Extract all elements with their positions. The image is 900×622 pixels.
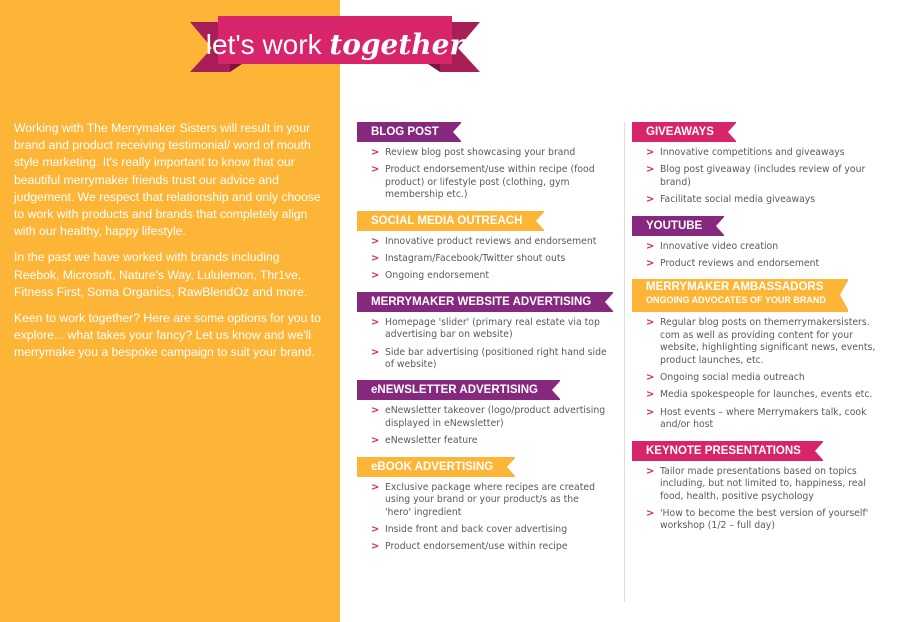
left-column — [357, 118, 607, 559]
chevron-right-icon: > — [646, 465, 655, 477]
list-item-text: Host events – where Merrymakers talk, cook and/or host — [660, 406, 867, 431]
section-merrymaker-website-advertising — [357, 288, 607, 372]
list-item-text: 'How to become the best version of yourself' workshop (1/2 – full day) — [660, 507, 869, 532]
chevron-right-icon: > — [371, 405, 380, 417]
list-item-text: Side bar advertising (positioned right hand side of website) — [385, 346, 607, 371]
section-heading — [632, 216, 724, 236]
list-item-text: Exclusive package where recipes are created using your brand or your product/s as the 'hero' ingredient — [385, 481, 595, 518]
list-item-text: eNewsletter feature — [385, 435, 478, 447]
section-list — [632, 147, 890, 207]
chevron-right-icon: > — [646, 389, 655, 401]
section-title: eBOOK ADVERTISING — [371, 460, 494, 473]
section-social-media-outreach — [357, 207, 607, 283]
chevron-right-icon: > — [371, 164, 380, 176]
chevron-right-icon: > — [646, 194, 655, 206]
section-subtitle: ONGOING ADVOCATES OF YOUR BRAND — [646, 295, 826, 306]
section-heading — [357, 211, 544, 231]
section-blog-post — [357, 118, 607, 202]
section-keynote-presentations — [632, 437, 890, 533]
list-item — [371, 405, 607, 430]
left-panel — [0, 0, 340, 622]
section-heading — [632, 441, 823, 461]
section-merrymaker-ambassadors — [632, 275, 890, 431]
list-item-text: Product reviews and endorsement — [660, 258, 820, 270]
chevron-right-icon: > — [646, 372, 655, 384]
list-item — [371, 147, 607, 159]
page-title — [190, 28, 480, 62]
intro-paragraph: In the past we have worked with brands including Reebok, Microsoft, Nature's Way, Lululemon, Thr1ve, Fitness First, Soma Organics, RawBlendOz and more. — [14, 250, 308, 299]
section-title: GIVEAWAYS — [646, 126, 714, 138]
chevron-right-icon: > — [371, 316, 380, 328]
list-item — [371, 317, 607, 342]
section-heading — [357, 457, 515, 477]
list-item — [371, 482, 607, 519]
list-item — [646, 389, 890, 401]
list-item-text: Blog post giveaway (includes review of your brand) — [660, 164, 866, 188]
section-giveaways — [632, 118, 890, 207]
section-heading — [357, 380, 560, 400]
chevron-right-icon: > — [371, 435, 380, 447]
list-item — [371, 524, 607, 536]
section-list — [357, 482, 607, 554]
list-item — [646, 508, 890, 533]
section-list — [632, 241, 890, 271]
chevron-right-icon: > — [646, 507, 655, 519]
chevron-right-icon: > — [646, 406, 655, 418]
list-item — [646, 241, 890, 253]
list-item-text: Ongoing social media outreach — [660, 372, 805, 384]
section-heading — [357, 122, 461, 142]
list-item-text: Homepage 'slider' (primary real estate via top advertising bar on website) — [385, 316, 600, 341]
section-enewsletter-advertising — [357, 376, 607, 447]
list-item-text: Media spokespeople for launches, events etc. — [660, 389, 873, 401]
section-list — [357, 317, 607, 372]
chevron-right-icon: > — [371, 523, 380, 535]
list-item — [371, 253, 607, 265]
chevron-right-icon: > — [646, 258, 655, 270]
section-title: SOCIAL MEDIA OUTREACH — [371, 214, 523, 227]
list-item-text: Product endorsement/use within recipe (food product) or lifestyle post (clothing, gym membership etc.) — [385, 164, 595, 201]
list-item — [371, 164, 607, 201]
list-item — [371, 270, 607, 282]
chevron-right-icon: > — [371, 481, 380, 493]
section-title: BLOG POST — [371, 126, 439, 138]
list-item-text: Inside front and back cover advertising — [385, 523, 568, 535]
list-item — [646, 317, 890, 367]
chevron-right-icon: > — [646, 164, 655, 176]
list-item-text: Ongoing endorsement — [385, 270, 490, 282]
list-item — [646, 466, 890, 503]
section-ebook-advertising — [357, 453, 607, 554]
chevron-right-icon: > — [371, 270, 380, 282]
intro-paragraph: Working with The Merrymaker Sisters will result in your brand and product receiving testimonial/ word of mouth style marketing. It's really important to know that our beautiful merrymaker friends trust our advice and judgement. We respect that relationship and only choose to work with products and brands that completely align with our healthy, happy lifestyle. — [14, 121, 321, 239]
list-item-text: Instagram/Facebook/Twitter shout outs — [385, 253, 566, 265]
chevron-right-icon: > — [371, 346, 380, 358]
list-item-text: Tailor made presentations based on topics including, but not limited to, happiness, real food, health, positive psychology — [660, 465, 866, 502]
title-ribbon — [190, 14, 480, 76]
list-item — [646, 258, 890, 270]
section-title: YOUTUBE — [646, 219, 703, 232]
section-list — [357, 405, 607, 447]
list-item — [646, 164, 890, 189]
section-heading — [632, 279, 848, 312]
section-title: KEYNOTE PRESENTATIONS — [646, 444, 801, 457]
right-column — [632, 118, 890, 538]
section-list — [357, 236, 607, 283]
section-youtube — [632, 212, 890, 271]
list-item-text: Review blog post showcasing your brand — [385, 147, 576, 158]
chevron-right-icon: > — [371, 541, 380, 553]
section-heading — [357, 292, 613, 312]
list-item — [646, 194, 890, 206]
section-heading — [632, 122, 736, 142]
section-list — [632, 466, 890, 533]
list-item — [646, 407, 890, 432]
list-item-text: Innovative video creation — [660, 240, 779, 252]
section-list — [357, 147, 607, 202]
list-item — [371, 347, 607, 372]
list-item — [371, 541, 607, 553]
section-title: MERRYMAKER AMBASSADORS — [646, 281, 824, 294]
column-divider — [624, 122, 625, 602]
list-item — [371, 435, 607, 447]
chevron-right-icon: > — [371, 253, 380, 265]
list-item-text: Innovative product reviews and endorsement — [385, 235, 597, 247]
list-item-text: Innovative competitions and giveaways — [660, 147, 845, 158]
intro-paragraph: Keen to work together? Here are some options for you to explore... what takes your fancy? Let us know and we'll merrymake you a bespoke campaign to suit your brand. — [14, 311, 321, 360]
section-list — [632, 317, 890, 431]
list-item — [646, 372, 890, 384]
chevron-right-icon: > — [371, 147, 380, 158]
title-script: together — [329, 28, 465, 61]
section-title: MERRYMAKER WEBSITE ADVERTISING — [371, 295, 592, 308]
list-item-text: eNewsletter takeover (logo/product advertising displayed in eNewsletter) — [385, 405, 606, 429]
list-item — [371, 236, 607, 248]
title-plain: let's work — [205, 29, 330, 60]
list-item — [646, 147, 890, 159]
list-item-text: Product endorsement/use within recipe — [385, 541, 568, 553]
chevron-right-icon: > — [646, 317, 655, 329]
intro-text — [14, 120, 326, 371]
section-title: eNEWSLETTER ADVERTISING — [371, 384, 538, 397]
chevron-right-icon: > — [646, 147, 655, 158]
chevron-right-icon: > — [371, 235, 380, 247]
list-item-text: Facilitate social media giveaways — [660, 194, 816, 206]
chevron-right-icon: > — [646, 240, 655, 252]
list-item-text: Regular blog posts on themerrymakersisters. com as well as providing content for your website, highlighting significant news, events, product launches, etc. — [660, 317, 876, 366]
